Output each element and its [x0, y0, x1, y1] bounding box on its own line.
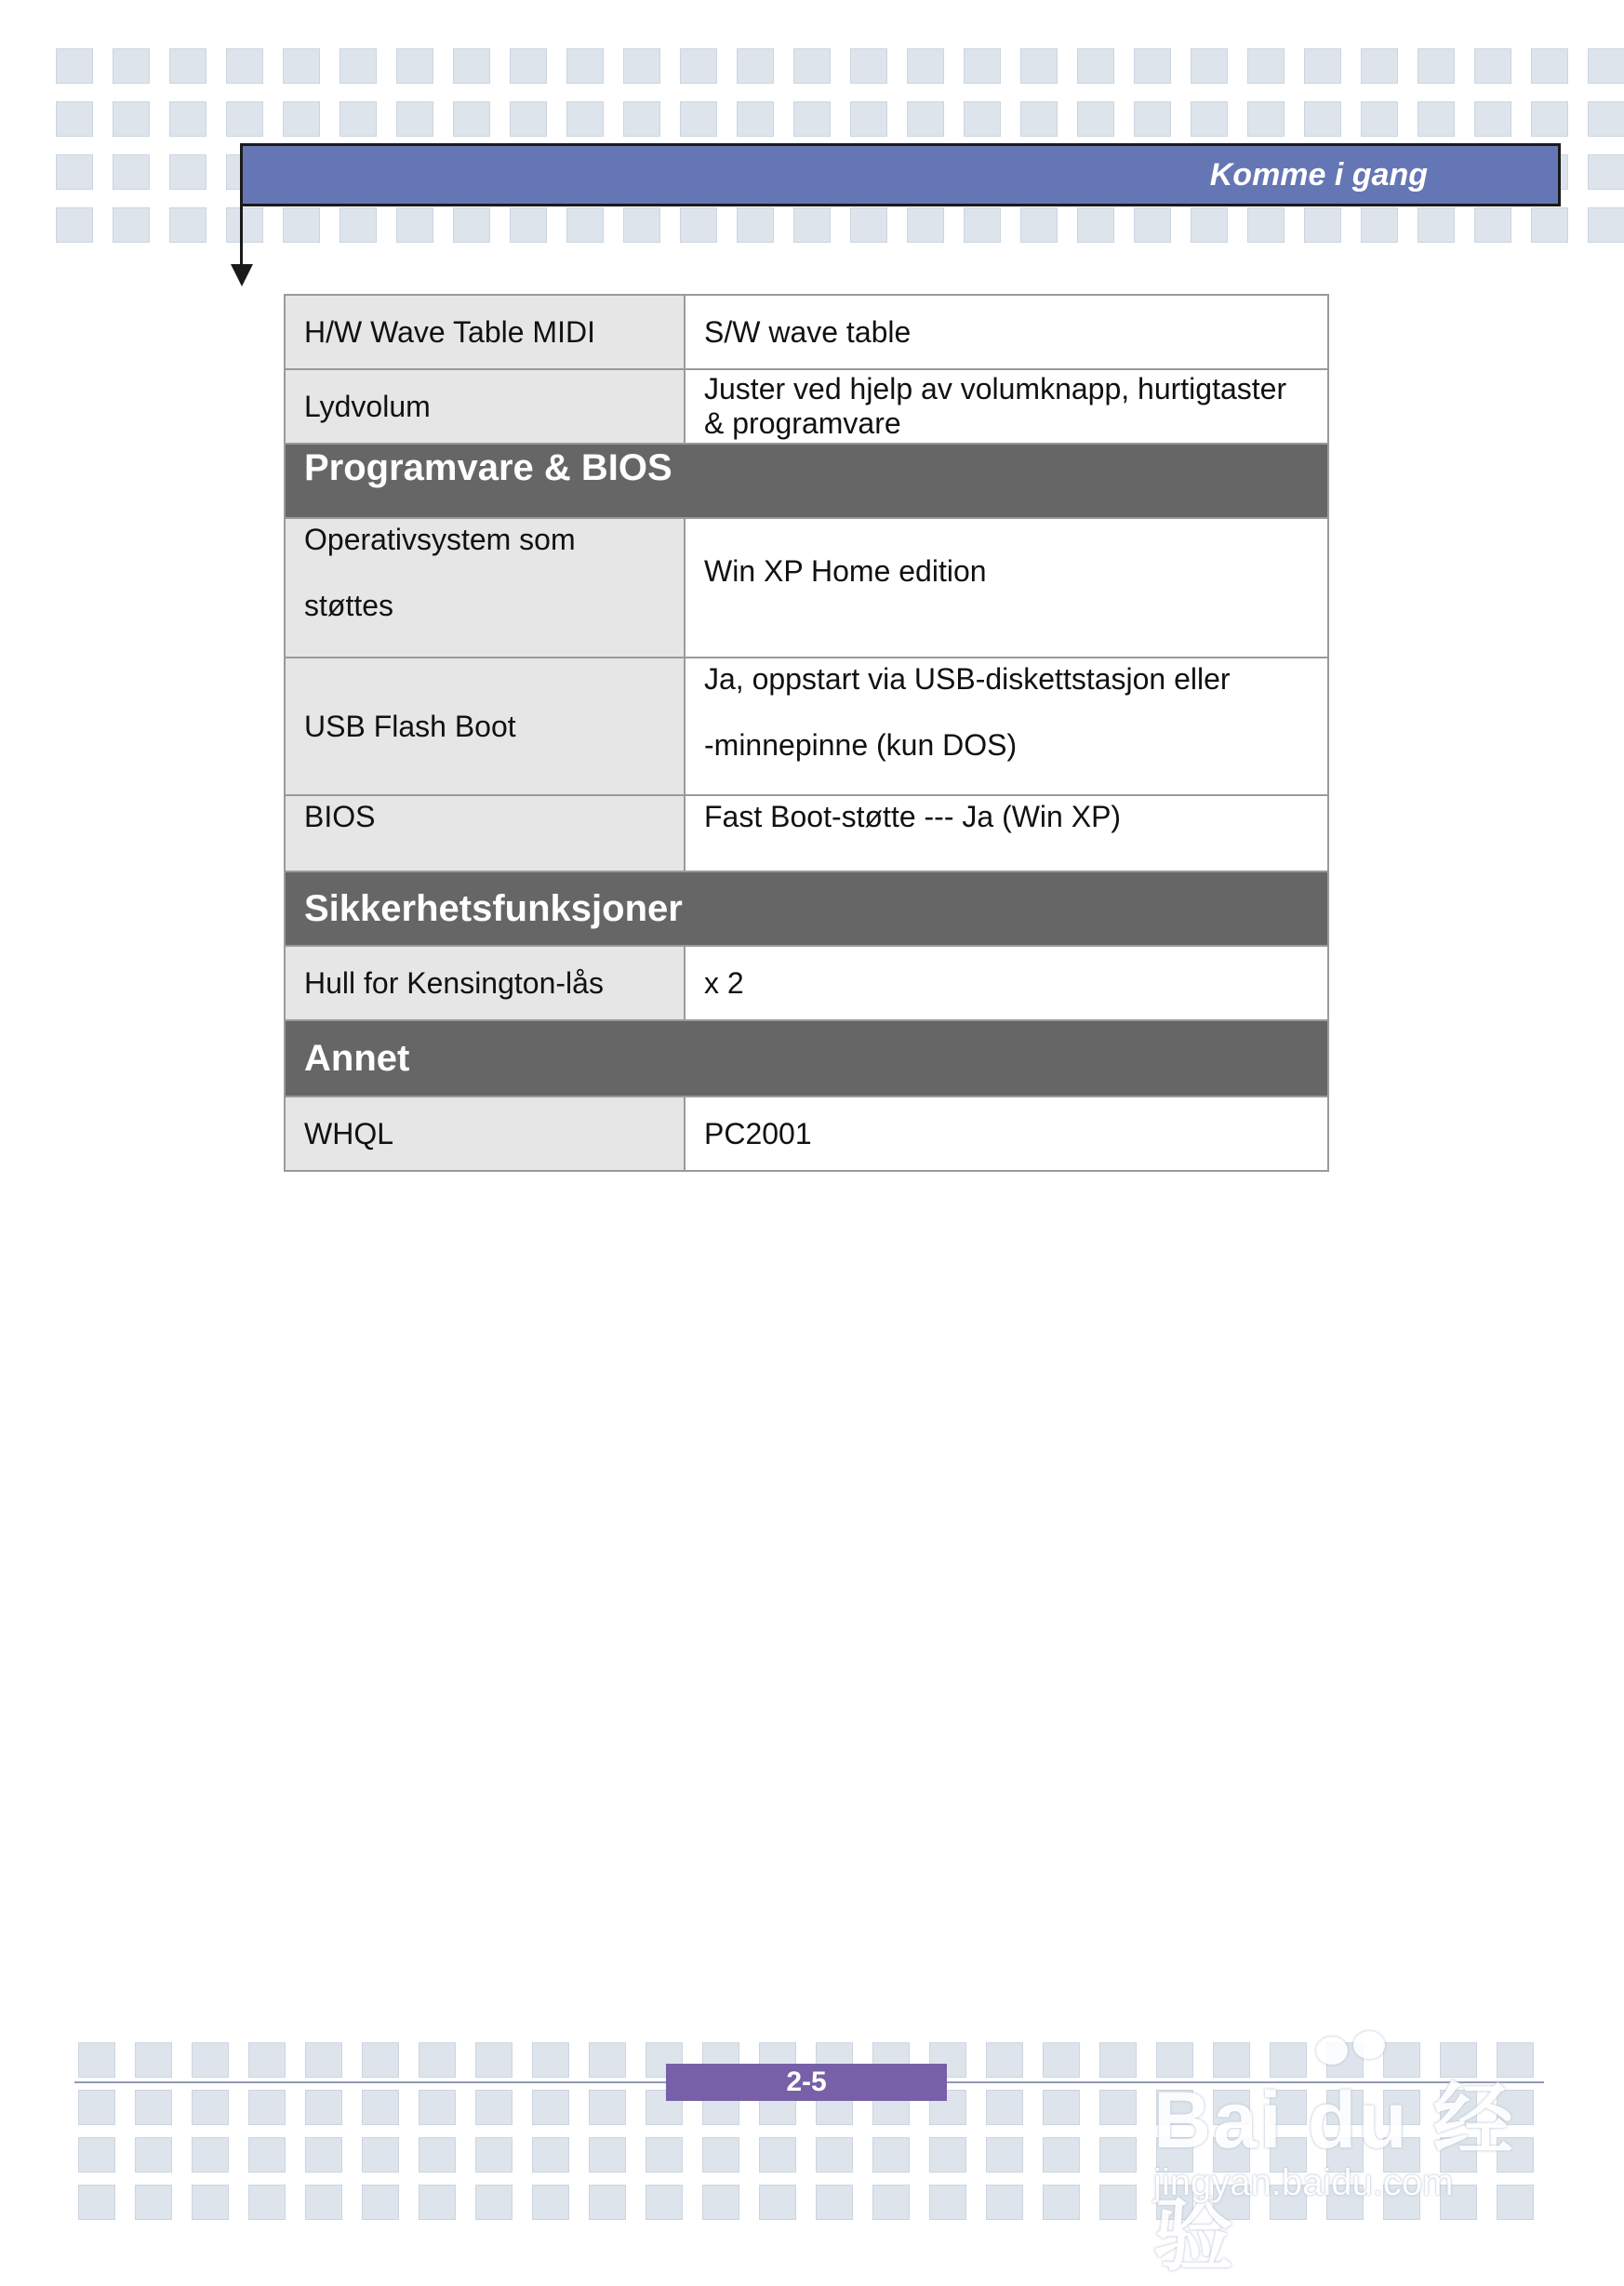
grid-square: [113, 207, 150, 243]
table-row: [285, 1096, 1328, 1171]
grid-square: [589, 2090, 626, 2125]
grid-square: [1247, 48, 1285, 84]
grid-square: [986, 2185, 1023, 2220]
grid-square: [1191, 207, 1228, 243]
grid-square: [986, 2042, 1023, 2078]
grid-square: [1077, 101, 1114, 137]
grid-square: [737, 101, 774, 137]
table-row: [285, 518, 1328, 658]
grid-square: [929, 2185, 966, 2220]
spec-label-cell: [285, 658, 685, 795]
spec-value-cell: [685, 658, 1328, 795]
header-arrow-line: [240, 205, 243, 264]
grid-square: [1043, 2185, 1080, 2220]
grid-square: [1099, 2185, 1137, 2220]
section-header-row: [285, 1020, 1328, 1096]
grid-square: [680, 101, 717, 137]
grid-square: [1474, 101, 1511, 137]
grid-square: [1531, 48, 1568, 84]
grid-square: [283, 207, 320, 243]
grid-square: [475, 2137, 512, 2173]
grid-square: [135, 2185, 172, 2220]
section-header-row: [285, 871, 1328, 946]
grid-square: [1531, 207, 1568, 243]
grid-square: [680, 48, 717, 84]
section-header-row: [285, 444, 1328, 518]
grid-square: [532, 2137, 569, 2173]
table-row: [285, 295, 1328, 369]
grid-square: [737, 48, 774, 84]
grid-square: [396, 48, 433, 84]
grid-square: [1361, 101, 1398, 137]
grid-square: [872, 2137, 910, 2173]
grid-square: [1020, 101, 1058, 137]
grid-square: [56, 101, 93, 137]
grid-square: [510, 207, 547, 243]
grid-square: [1134, 207, 1171, 243]
spec-label-cell: [285, 295, 685, 369]
grid-square: [475, 2185, 512, 2220]
grid-square: [248, 2090, 286, 2125]
grid-square: [362, 2185, 399, 2220]
grid-square: [532, 2042, 569, 2078]
grid-square: [135, 2090, 172, 2125]
grid-square: [1191, 48, 1228, 84]
grid-square: [702, 2137, 739, 2173]
grid-square: [872, 2185, 910, 2220]
grid-square: [305, 2090, 342, 2125]
section-title: Sikkerhetsfunksjoner: [285, 871, 1328, 946]
grid-square: [532, 2185, 569, 2220]
grid-square: [964, 48, 1001, 84]
grid-square: [680, 207, 717, 243]
grid-square: [1588, 207, 1624, 243]
spec-value: PC2001: [704, 1116, 812, 1150]
grid-square: [646, 2185, 683, 2220]
grid-square: [816, 2185, 853, 2220]
grid-square: [907, 101, 944, 137]
grid-square: [419, 2090, 456, 2125]
grid-square: [305, 2042, 342, 2078]
spec-value-cell: [685, 795, 1328, 871]
grid-square: [623, 101, 660, 137]
grid-square: [419, 2137, 456, 2173]
grid-square: [113, 101, 150, 137]
grid-square: [1474, 207, 1511, 243]
page-number: 2-5: [666, 2064, 947, 2101]
grid-square: [759, 2137, 796, 2173]
chapter-title: Komme i gang: [1209, 156, 1428, 193]
grid-square: [1247, 101, 1285, 137]
spec-label: Hull for Kensington-lås: [304, 965, 604, 1000]
grid-square: [1077, 207, 1114, 243]
grid-square: [56, 154, 93, 190]
table-row: [285, 369, 1328, 444]
grid-square: [964, 101, 1001, 137]
grid-square: [226, 207, 263, 243]
spec-value-line: -minnepinne (kun DOS): [704, 727, 1018, 762]
grid-square: [566, 48, 604, 84]
grid-square: [78, 2042, 115, 2078]
grid-square: [907, 207, 944, 243]
grid-square: [362, 2090, 399, 2125]
grid-square: [339, 48, 377, 84]
grid-square: [1588, 48, 1624, 84]
grid-square: [135, 2137, 172, 2173]
grid-square: [78, 2090, 115, 2125]
grid-square: [1043, 2042, 1080, 2078]
table-row: [285, 658, 1328, 795]
grid-square: [1418, 101, 1455, 137]
grid-square: [1134, 48, 1171, 84]
grid-square: [169, 101, 206, 137]
specification-table: [284, 294, 1329, 1172]
table-row: [285, 795, 1328, 871]
grid-square: [1191, 101, 1228, 137]
grid-square: [907, 48, 944, 84]
grid-square: [135, 2042, 172, 2078]
grid-square: [793, 101, 831, 137]
spec-label: WHQL: [304, 1116, 393, 1150]
grid-square: [419, 2185, 456, 2220]
grid-square: [1043, 2137, 1080, 2173]
grid-square: [192, 2137, 229, 2173]
grid-square: [1474, 48, 1511, 84]
spec-label-cell: [285, 946, 685, 1020]
grid-square: [305, 2137, 342, 2173]
watermark-logo: Bai du 经验: [1153, 2076, 1515, 2280]
grid-square: [929, 2137, 966, 2173]
grid-square: [1418, 48, 1455, 84]
spec-value-line: Juster ved hjelp av volumknapp, hurtigtaster: [704, 372, 1287, 406]
grid-square: [362, 2137, 399, 2173]
grid-square: [78, 2185, 115, 2220]
spec-label: USB Flash Boot: [304, 709, 516, 743]
grid-square: [1588, 154, 1624, 190]
grid-square: [283, 48, 320, 84]
grid-square: [1361, 207, 1398, 243]
baidu-watermark: [1153, 2037, 1544, 2280]
grid-square: [192, 2042, 229, 2078]
spec-value: Fast Boot-støtte --- Ja (Win XP): [704, 800, 1122, 833]
grid-square: [1304, 48, 1341, 84]
spec-value-cell: [685, 518, 1328, 658]
grid-square: [226, 48, 263, 84]
spec-value-line: Ja, oppstart via USB-diskettstasjon eller: [704, 662, 1231, 696]
grid-square: [453, 207, 490, 243]
spec-label-line: Operativsystem som: [304, 523, 576, 556]
grid-square: [1418, 207, 1455, 243]
spec-value: x 2: [704, 965, 744, 1000]
grid-square: [850, 101, 887, 137]
grid-square: [113, 154, 150, 190]
grid-square: [169, 207, 206, 243]
grid-square: [1304, 101, 1341, 137]
grid-square: [1247, 207, 1285, 243]
grid-square: [169, 154, 206, 190]
grid-square: [623, 48, 660, 84]
grid-square: [623, 207, 660, 243]
grid-square: [192, 2090, 229, 2125]
grid-square: [850, 48, 887, 84]
grid-square: [78, 2137, 115, 2173]
grid-square: [475, 2042, 512, 2078]
grid-square: [816, 2137, 853, 2173]
grid-square: [1043, 2090, 1080, 2125]
spec-label-line: støttes: [304, 588, 394, 622]
grid-square: [248, 2185, 286, 2220]
grid-square: [1099, 2090, 1137, 2125]
grid-square: [566, 207, 604, 243]
grid-square: [793, 207, 831, 243]
spec-label: BIOS: [304, 800, 376, 833]
grid-square: [589, 2042, 626, 2078]
grid-square: [113, 48, 150, 84]
grid-square: [759, 2185, 796, 2220]
grid-square: [169, 48, 206, 84]
spec-value-cell: [685, 946, 1328, 1020]
spec-label-cell: [285, 1096, 685, 1171]
grid-square: [396, 207, 433, 243]
grid-square: [1531, 101, 1568, 137]
spec-label: H/W Wave Table MIDI: [304, 314, 595, 349]
grid-square: [1077, 48, 1114, 84]
grid-square: [453, 48, 490, 84]
chapter-header-band: [240, 143, 1561, 206]
grid-square: [1361, 48, 1398, 84]
spec-label-cell: [285, 795, 685, 871]
grid-square: [339, 101, 377, 137]
grid-square: [362, 2042, 399, 2078]
spec-value-line: & programvare: [704, 406, 901, 440]
arrow-down-icon: [231, 264, 253, 286]
grid-square: [283, 101, 320, 137]
section-title: Programvare & BIOS: [285, 444, 1328, 518]
grid-square: [793, 48, 831, 84]
spec-label-cell: [285, 518, 685, 658]
grid-square: [589, 2185, 626, 2220]
grid-square: [1099, 2137, 1137, 2173]
grid-square: [646, 2137, 683, 2173]
grid-square: [1134, 101, 1171, 137]
grid-square: [566, 101, 604, 137]
spec-label: Lydvolum: [304, 389, 431, 423]
spec-value-cell: [685, 1096, 1328, 1171]
grid-square: [56, 48, 93, 84]
grid-square: [1588, 101, 1624, 137]
grid-square: [248, 2042, 286, 2078]
grid-square: [589, 2137, 626, 2173]
grid-square: [305, 2185, 342, 2220]
section-title: Annet: [285, 1020, 1328, 1096]
grid-square: [475, 2090, 512, 2125]
grid-square: [56, 207, 93, 243]
spec-value-cell: [685, 295, 1328, 369]
grid-square: [532, 2090, 569, 2125]
grid-square: [453, 101, 490, 137]
grid-square: [702, 2185, 739, 2220]
grid-square: [226, 101, 263, 137]
grid-square: [1020, 48, 1058, 84]
watermark-url: jingyan.baidu.com: [1153, 2162, 1454, 2203]
spec-label-cell: [285, 369, 685, 444]
grid-square: [396, 101, 433, 137]
grid-square: [1099, 2042, 1137, 2078]
table-row: [285, 946, 1328, 1020]
grid-square: [986, 2090, 1023, 2125]
grid-square: [192, 2185, 229, 2220]
spec-value: Win XP Home edition: [704, 554, 987, 588]
spec-value-cell: [685, 369, 1328, 444]
grid-square: [248, 2137, 286, 2173]
grid-square: [986, 2137, 1023, 2173]
grid-square: [510, 48, 547, 84]
grid-square: [850, 207, 887, 243]
grid-square: [1020, 207, 1058, 243]
spec-value: S/W wave table: [704, 314, 912, 349]
grid-square: [737, 207, 774, 243]
grid-square: [1304, 207, 1341, 243]
grid-square: [510, 101, 547, 137]
grid-square: [339, 207, 377, 243]
grid-square: [964, 207, 1001, 243]
grid-square: [419, 2042, 456, 2078]
